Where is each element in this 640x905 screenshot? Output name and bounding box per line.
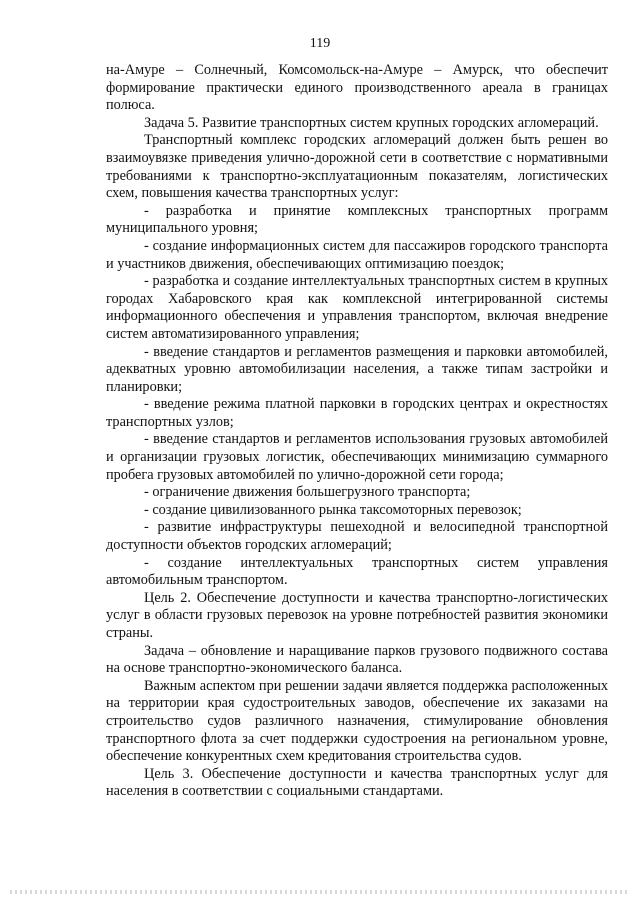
paragraph-transport-complex: Транспортный комплекс городских агломераций должен быть решен во взаимоувязке приведения улично-дорожной сети в соответствие с нормативными требованиями к транспортно-эксплуатационным показателям, логистических схем, повышения качества транспортных услуг:: [106, 132, 608, 202]
document-body: [106, 62, 608, 801]
scan-artifact-line: [10, 890, 630, 894]
goal-2-heading: Цель 2. Обеспечение доступности и качества транспортно-логистических услуг в области грузовых перевозок на уровне потребностей развития экономики страны.: [106, 589, 608, 641]
page-number: 119: [309, 36, 331, 51]
list-item: - создание интеллектуальных транспортных систем управления автомобильным транспортом.: [106, 554, 608, 589]
list-item: - разработка и принятие комплексных транспортных программ муниципального уровня;: [106, 202, 608, 237]
list-item: - развитие инфраструктуры пешеходной и велосипедной транспортной доступности объектов городских агломераций;: [106, 519, 608, 554]
list-item: - разработка и создание интеллектуальных транспортных систем в крупных городах Хабаровского края как комплексной интегрированной системы информационного обеспечения и управления транспортом, включая внедрение систем автоматизированного управления;: [106, 273, 608, 342]
task-5-heading: Задача 5. Развитие транспортных систем крупных городских агломераций.: [144, 114, 599, 131]
list-item: - введение стандартов и регламентов использования грузовых автомобилей и организации грузовых логистик, обеспечивающих минимизацию суммарного пробега грузовых автомобилей по улично-дорожной сети города;: [106, 431, 608, 483]
list-item: - создание информационных систем для пассажиров городского транспорта и участников движения, обеспечивающих оптимизацию поездок;: [106, 237, 608, 272]
list-item: - введение режима платной парковки в городских центрах и окрестностях транспортных узлов;: [106, 396, 608, 430]
goal-3-heading: Цель 3. Обеспечение доступности и качества транспортных услуг для населения в соответствии с социальными стандартами.: [106, 765, 608, 800]
list-item: - ограничение движения большегрузного транспорта;: [144, 484, 471, 501]
paragraph-continuation: на-Амуре – Солнечный, Комсомольск-на-Амуре – Амурск, что обеспечит формирование практически единого производственного ареала в границах полюса.: [106, 62, 608, 114]
paragraph-shipbuilding: Важным аспектом при решении задачи является поддержка расположенных на территории края судостроительных заводов, обеспечение их заказами на строительство судов различного назначения, стимулирование обновления транспортного флота за счет поддержки судостроения на региональном уровне, обеспечение конкурентных схем кредитования строительства судов.: [106, 677, 608, 765]
task-paragraph: Задача – обновление и наращивание парков грузового подвижного состава на основе транспортно-экономического баланса.: [106, 642, 608, 677]
list-item: - введение стандартов и регламентов размещения и парковки автомобилей, адекватных уровню автомобилизации населения, а также типам застройки и планировки;: [106, 343, 608, 395]
list-item: - создание цивилизованного рынка таксомоторных перевозок;: [144, 501, 522, 518]
